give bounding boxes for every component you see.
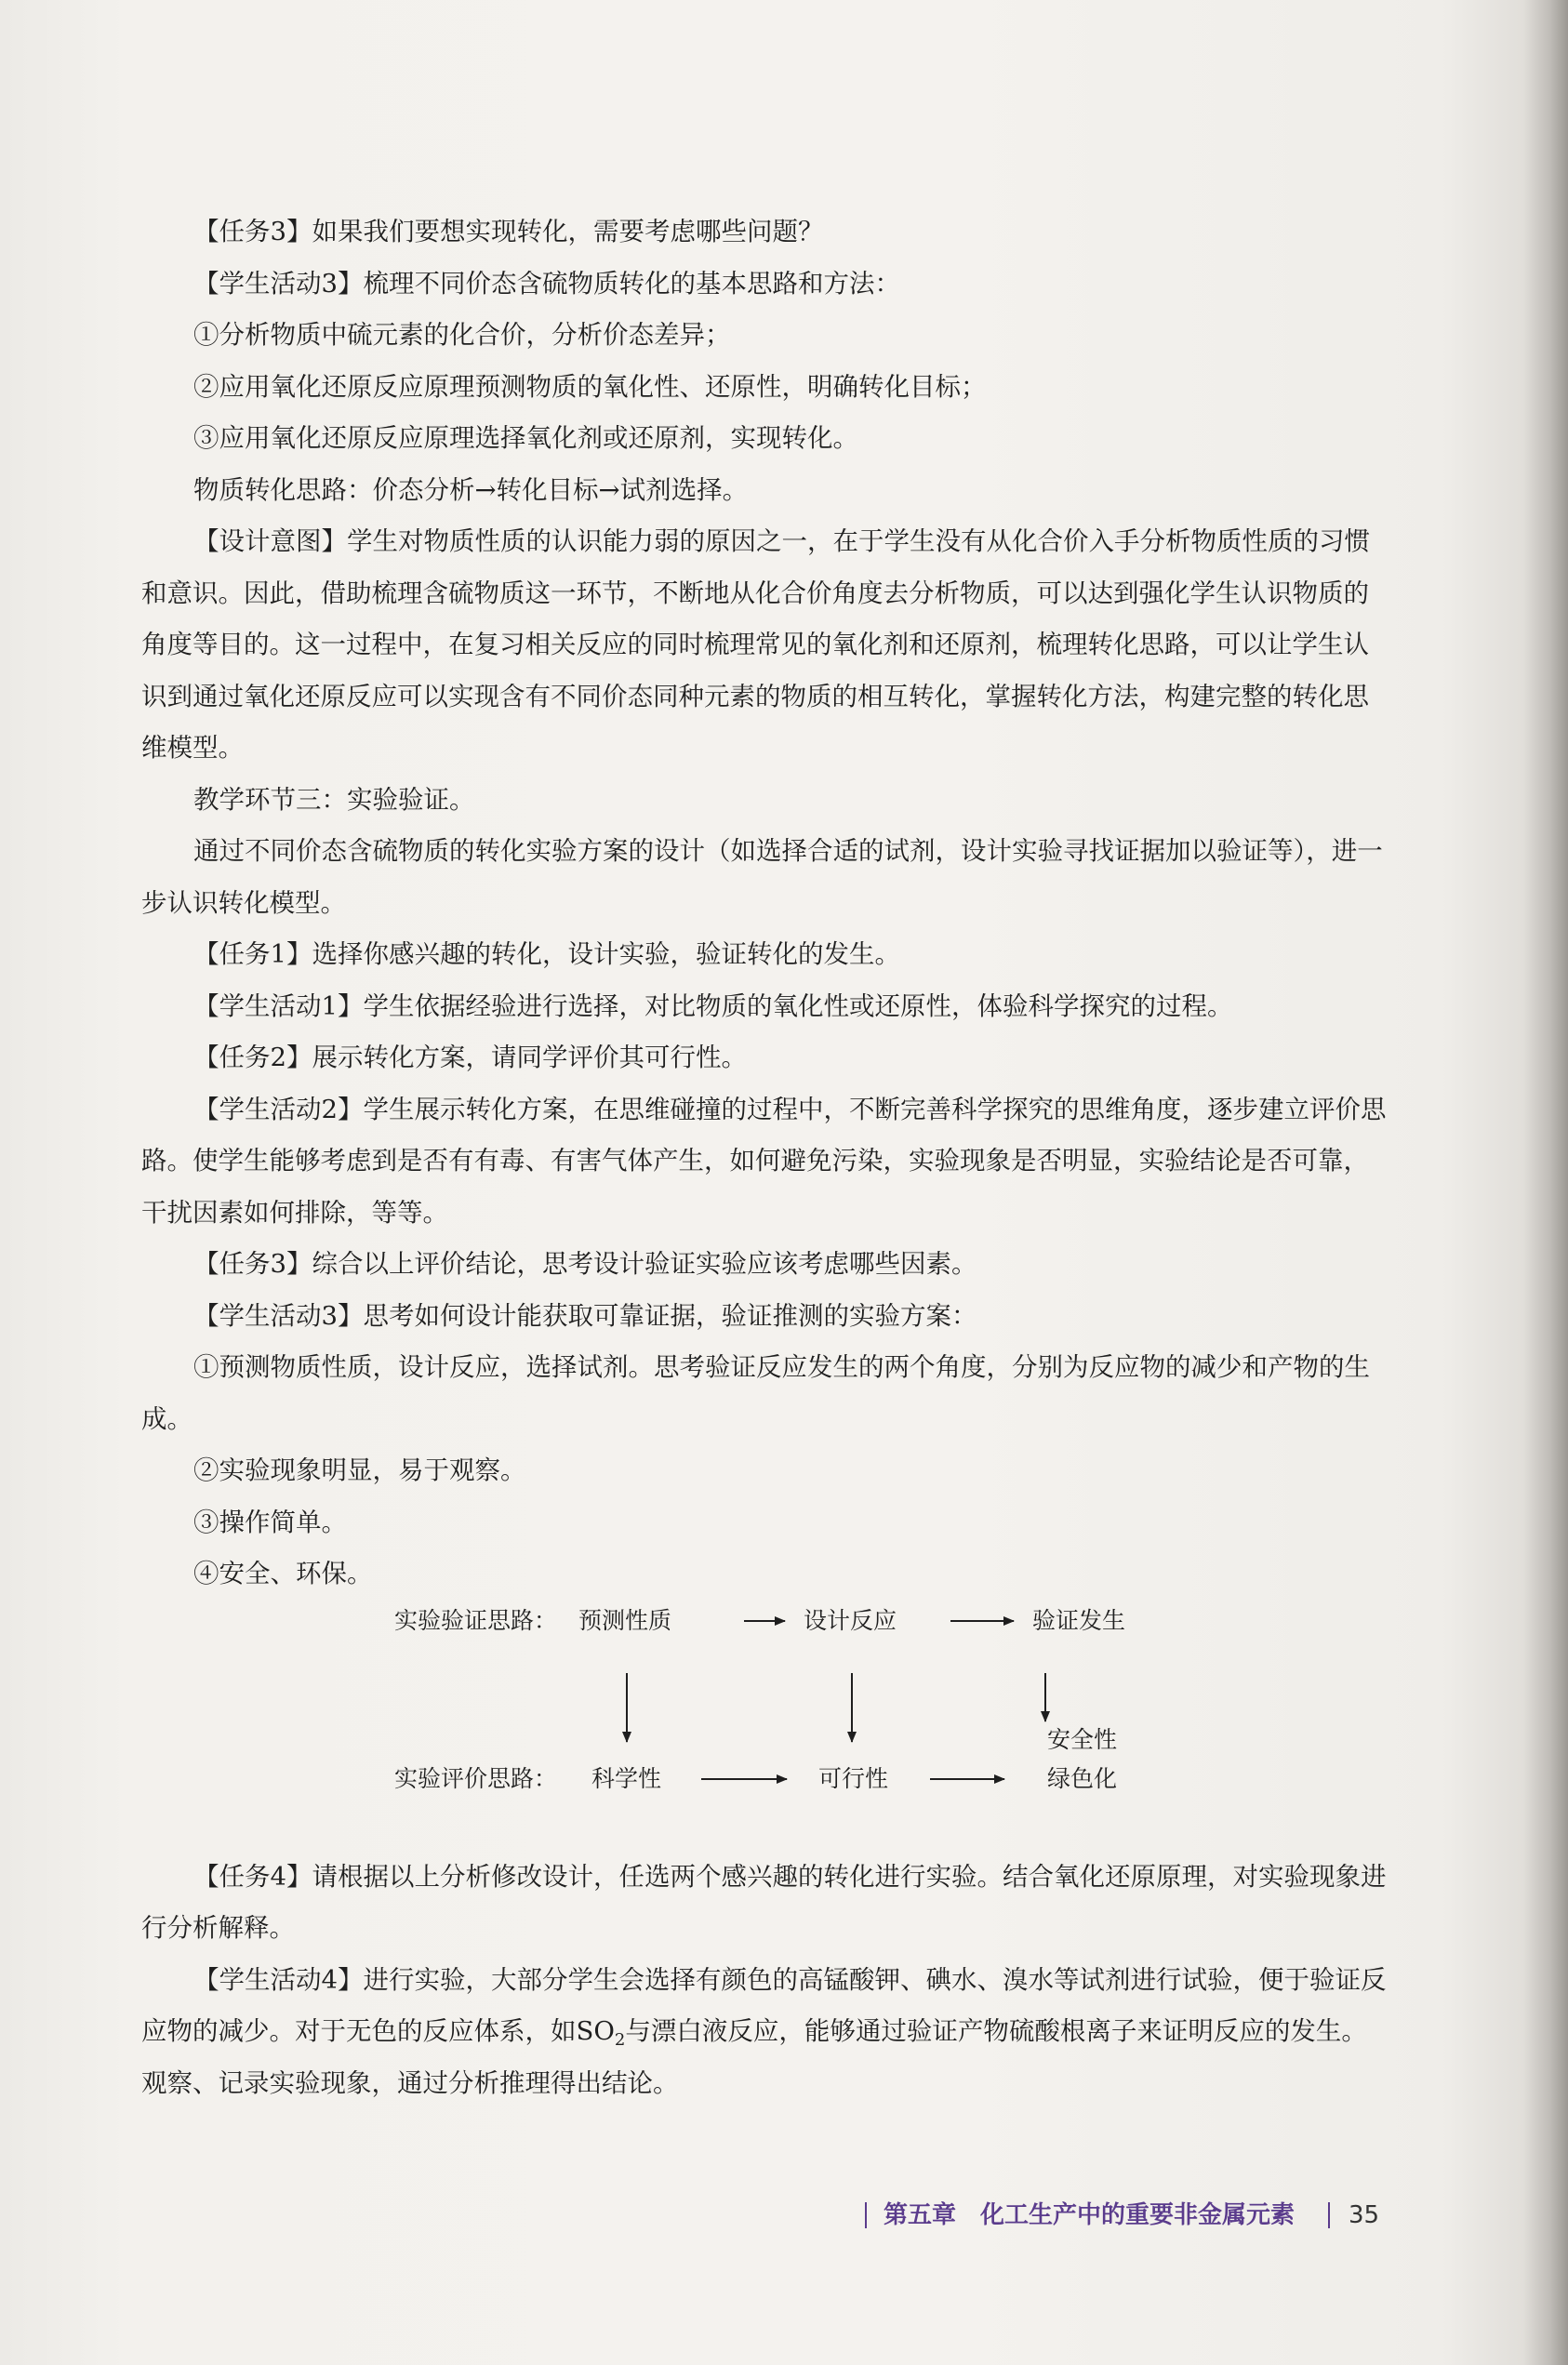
paragraph: 【学生活动3】思考如何设计能获取可靠证据，验证推测的实验方案：: [193, 1300, 977, 1331]
paragraph: ③应用氧化还原反应原理选择氧化剂或还原剂，实现转化。: [193, 423, 858, 453]
paragraph: 【任务1】选择你感兴趣的转化，设计实验，验证转化的发生。: [193, 939, 900, 969]
row1-label: 实验验证思路：: [394, 1606, 558, 1634]
paragraph: ②应用氧化还原反应原理预测物质的氧化性、还原性，明确转化目标；: [193, 371, 987, 402]
footer-divider: [1328, 2202, 1330, 2228]
page-footer: [837, 2197, 1395, 2234]
footer-divider: [865, 2202, 867, 2228]
paragraph: 通过不同价态含硫物质的转化实验方案的设计（如选择合适的试剂，设计实验寻找证据加以验证等），进一步认识转化模型。: [141, 836, 1383, 918]
paragraph: ①预测物质性质，设计反应，选择试剂。思考验证反应发生的两个角度，分别为反应物的减少和产物的生成。: [141, 1352, 1370, 1434]
subscript: 2: [614, 2030, 626, 2050]
diagram-arrows: [141, 1601, 1388, 1852]
paragraph: 【设计意图】学生对物质性质的认识能力弱的原因之一，在于学生没有从化合价入手分析物质性质的习惯和意识。因此，借助梳理含硫物质这一环节，不断地从化合价角度去分析物质，可以达到强化学生认识物质的角度等目的。这一过程中，在复习相关反应的同时梳理常见的氧化剂和还原剂，梳理转化思路，可以让学生认识到通过氧化还原反应可以实现含有不同价态同种元素的物质的相互转化，掌握转化方法，构建完整的转化思维模型。: [141, 526, 1370, 763]
paragraph: 【学生活动2】学生展示转化方案，在思维碰撞的过程中，不断完善科学探究的思维角度，逐步建立评价思路。使学生能够考虑到是否有有毒、有害气体产生，如何避免污染，实验现象是否明显，实验结论是否可靠，干扰因素如何排除，等等。: [141, 1094, 1387, 1228]
body-text: [141, 206, 1388, 2109]
node-scientific: 科学性: [591, 1764, 662, 1792]
paragraph: ②实验现象明显，易于观察。: [193, 1455, 526, 1485]
experiment-thinking-diagram: [141, 1601, 1388, 1852]
paragraph: 教学环节三：实验验证。: [193, 784, 475, 815]
paragraph-part: 与漂白液反应，能够通过验证产物硫酸根离子来证明反应的发生。观察、记录实验现象，通过分析推理得出结论。: [141, 2016, 1367, 2098]
paragraph: 【任务3】综合以上评价结论，思考设计验证实验应该考虑哪些因素。: [193, 1249, 977, 1279]
node-predict-properties: 预测性质: [578, 1606, 672, 1634]
node-green: 绿色化: [1047, 1764, 1118, 1792]
node-design-reaction: 设计反应: [804, 1606, 897, 1634]
paragraph: 【任务3】如果我们要想实现转化，需要考虑哪些问题？: [193, 217, 824, 246]
chapter-title: 第五章 化工生产中的重要非金属元素: [884, 2201, 1296, 2229]
paragraph: 【任务4】请根据以上分析修改设计，任选两个感兴趣的转化进行实验。结合氧化还原原理，对实验现象进行分析解释。: [141, 1861, 1387, 1943]
page-number: 35: [1349, 2201, 1380, 2229]
paragraph-part: 【学生活动4】进行实验，大部分学生会选择有颜色的高锰酸钾、碘水、溴水等试剂进行试验，便于验证反应物的减少。对于无色的反应体系，如SO: [141, 1964, 1387, 2046]
paragraph: 【学生活动1】学生依据经验进行选择，对比物质的氧化性或还原性，体验科学探究的过程。: [193, 990, 1233, 1021]
page-spine-shadow: [1523, 0, 1568, 2365]
node-safety: 安全性: [1047, 1725, 1118, 1753]
paragraph: [141, 1955, 1388, 2110]
paragraph: 物质转化思路：价态分析→转化目标→试剂选择。: [193, 474, 749, 505]
paragraph: ③操作简单。: [193, 1507, 347, 1537]
paragraph: ④安全、环保。: [193, 1559, 373, 1588]
paragraph: 【任务2】展示转化方案，请同学评价其可行性。: [193, 1043, 747, 1072]
row2-label: 实验评价思路：: [394, 1764, 558, 1792]
paragraph: 【学生活动3】梳理不同价态含硫物质转化的基本思路和方法：: [193, 268, 900, 299]
node-feasibility: 可行性: [818, 1764, 889, 1792]
node-verify-occurrence: 验证发生: [1032, 1606, 1126, 1634]
paragraph: ①分析物质中硫元素的化合价，分析价态差异；: [193, 320, 731, 350]
